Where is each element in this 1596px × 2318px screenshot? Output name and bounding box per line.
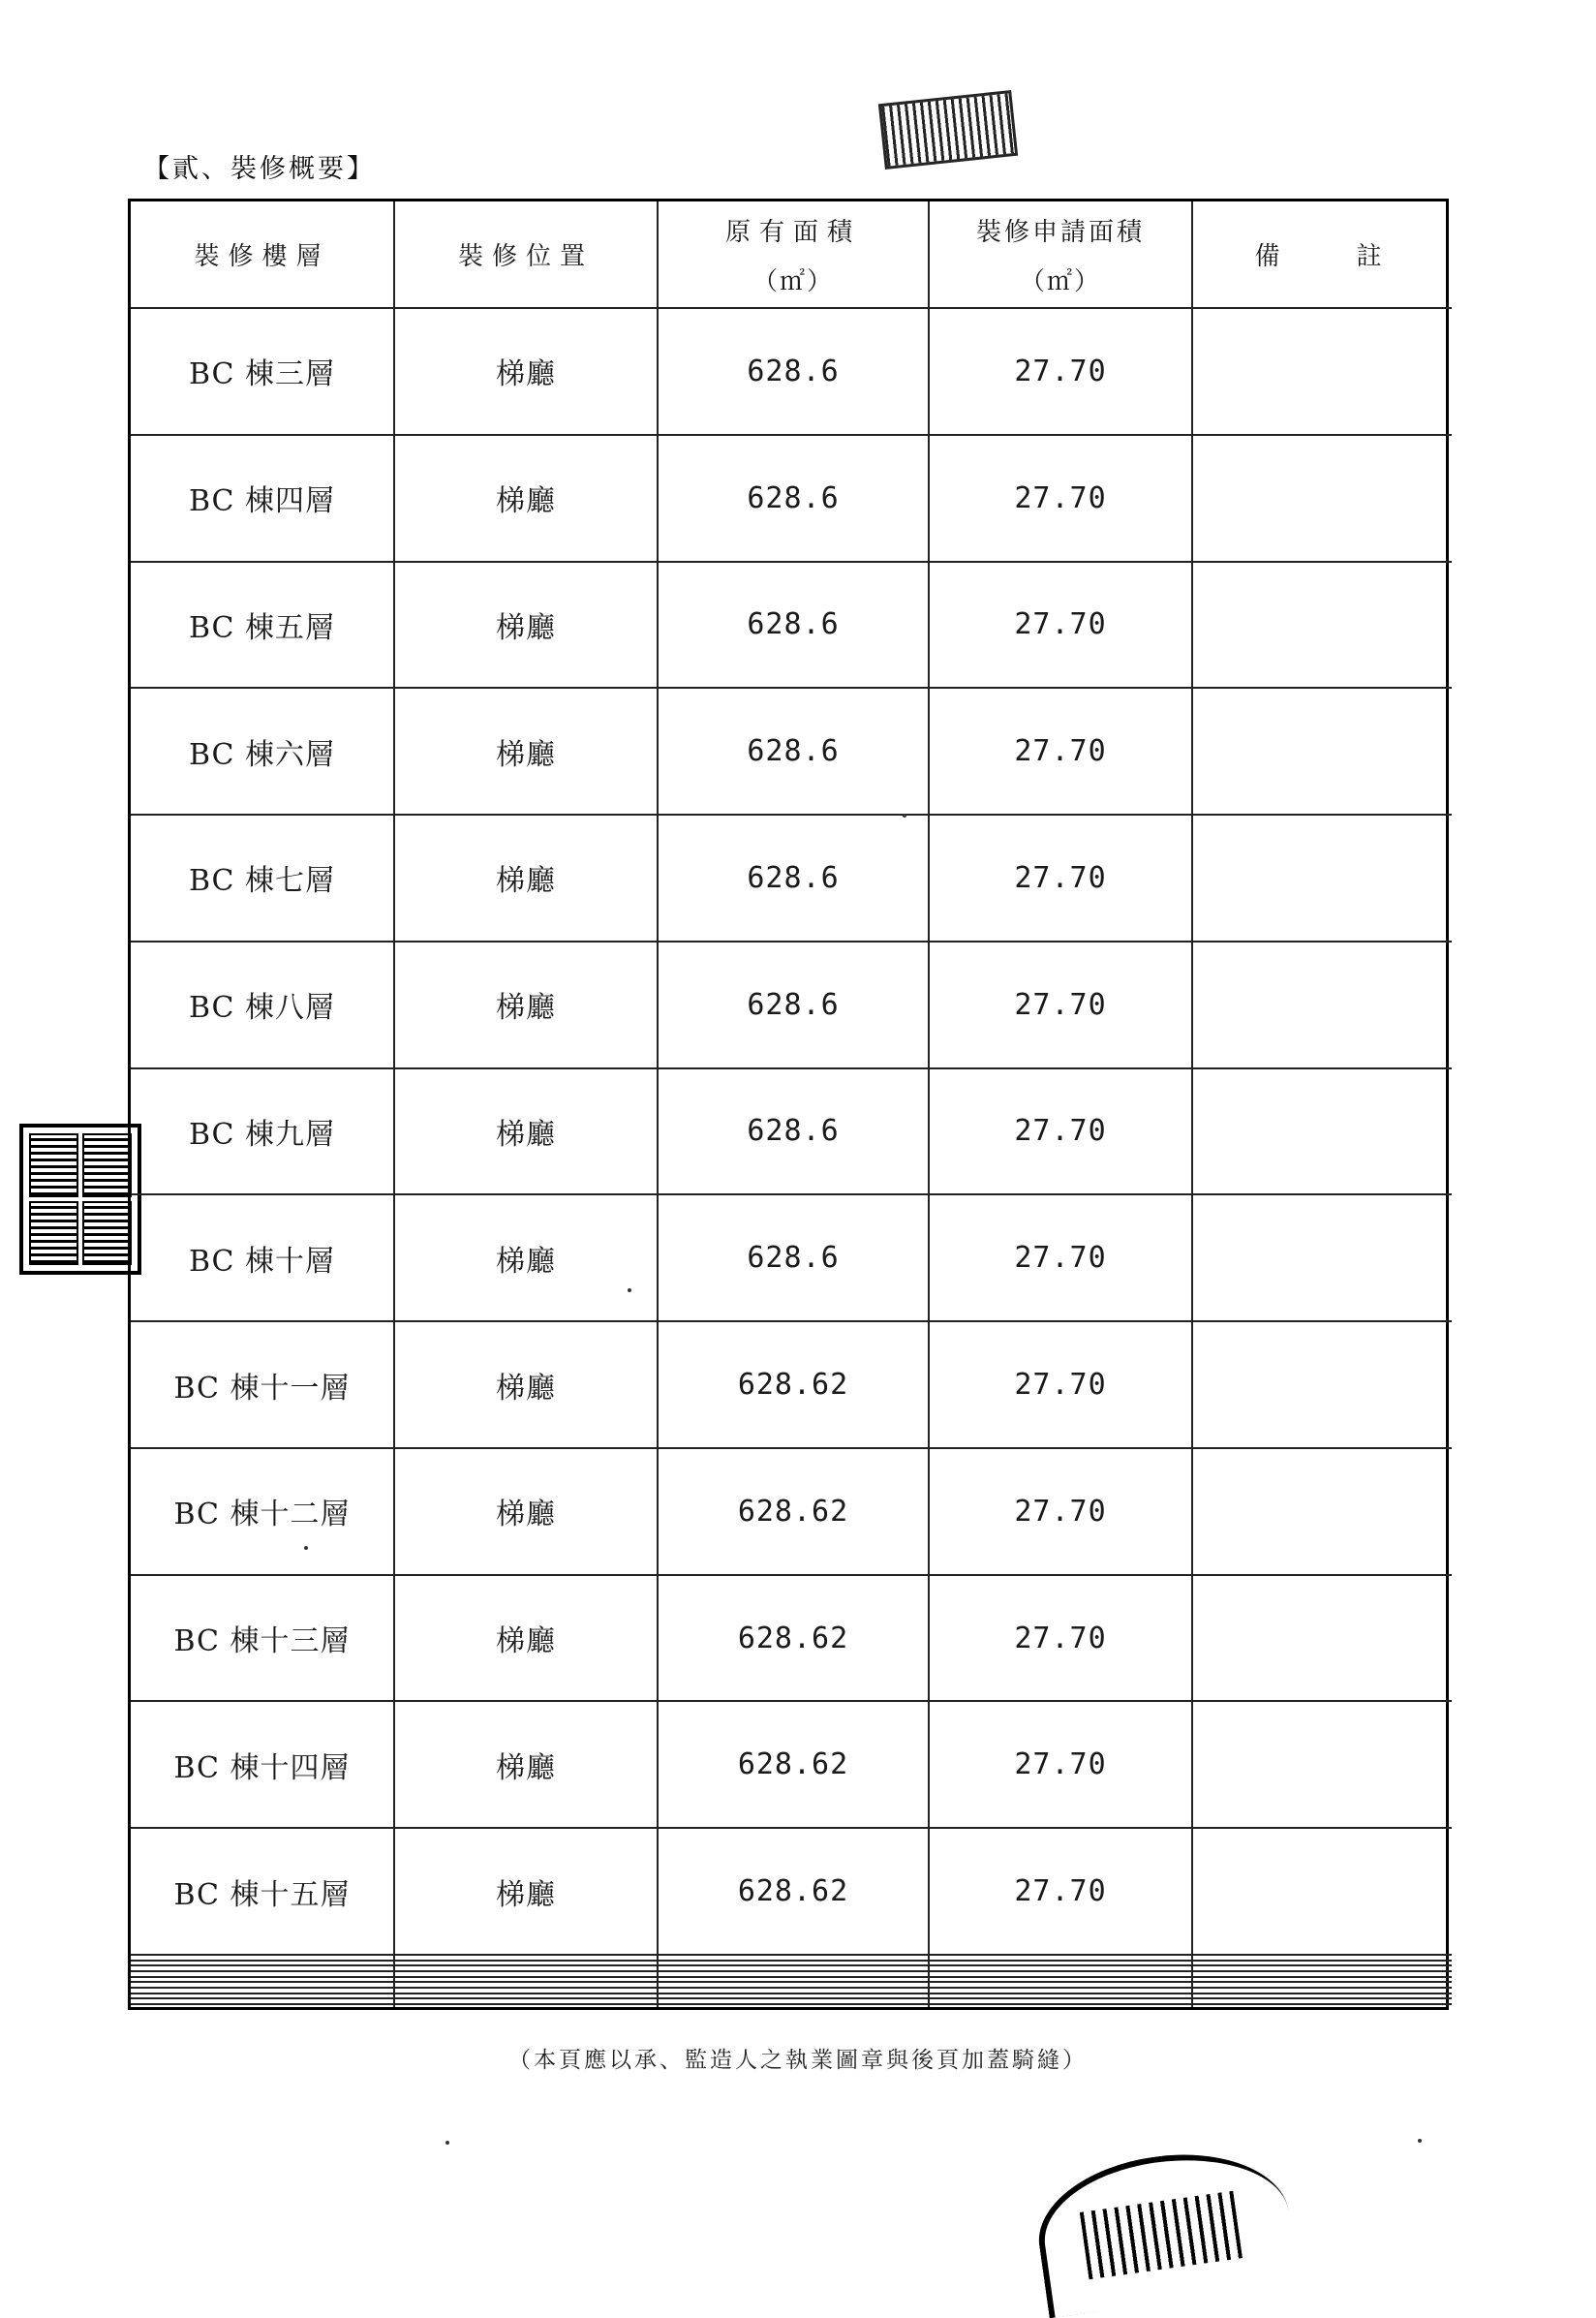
cell-applied-area: 27.70	[929, 1194, 1192, 1321]
cell-applied-area: 27.70	[929, 562, 1192, 689]
table-row	[131, 1448, 1452, 1575]
cell-remarks	[1192, 2004, 1452, 2007]
cell-applied-area: 27.70	[929, 1448, 1192, 1575]
cell-floor: BC 棟六層	[131, 688, 394, 815]
table-row	[131, 815, 1452, 942]
cell-remarks	[1192, 942, 1452, 1068]
table-row	[131, 435, 1452, 562]
header-applied-area-label: 裝修申請面積	[975, 217, 1145, 247]
cell-applied-area: 27.70	[929, 1321, 1192, 1448]
table-row	[131, 1828, 1452, 1955]
table-row	[131, 942, 1452, 1068]
table-header-row	[131, 201, 1452, 308]
cell-original-area: 628.6	[658, 942, 929, 1068]
cell-applied-area: 27.70	[929, 308, 1192, 435]
scan-speck	[1418, 2139, 1422, 2143]
header-original-area	[658, 201, 929, 308]
table-row	[131, 1321, 1452, 1448]
cell-location: 梯廳	[394, 1828, 658, 1955]
cell-applied-area: 27.70	[929, 435, 1192, 562]
cell-location: 梯廳	[394, 1194, 658, 1321]
cell-remarks	[1192, 1068, 1452, 1195]
cell-applied-area: 27.70	[929, 1828, 1192, 1955]
cell-floor: BC 棟十二層	[131, 1448, 394, 1575]
cell-applied-area: 27.70	[929, 815, 1192, 942]
cell-remarks	[1192, 815, 1452, 942]
header-original-area-label: 原有面積	[724, 217, 861, 247]
cell-applied-area: 27.70	[929, 688, 1192, 815]
cell-floor: BC 棟七層	[131, 815, 394, 942]
section-heading: 【貳、裝修概要】	[143, 154, 376, 184]
cell-original-area: 628.6	[658, 435, 929, 562]
cell-original-area: 628.6	[658, 688, 929, 815]
cell-location: 梯廳	[394, 562, 658, 689]
scan-speck	[445, 2141, 449, 2145]
header-original-area-unit: （㎡）	[752, 266, 834, 296]
cell-location: 梯廳	[394, 1575, 658, 1702]
table-row	[131, 2004, 1452, 2007]
cell-location: 梯廳	[394, 1068, 658, 1195]
cell-location: 梯廳	[394, 308, 658, 435]
table-row	[131, 1575, 1452, 1702]
cell-original-area: 628.6	[658, 308, 929, 435]
cell-remarks	[1192, 435, 1452, 562]
header-applied-area	[929, 201, 1192, 308]
cell-remarks	[1192, 1448, 1452, 1575]
cell-floor: BC 棟十四層	[131, 1701, 394, 1828]
cell-original-area: 628.62	[658, 1575, 929, 1702]
renovation-summary-table-frame	[128, 199, 1449, 2010]
header-remarks: 備 註	[1192, 201, 1452, 308]
architect-seal-stamp	[19, 1124, 141, 1275]
cell-floor: BC 棟九層	[131, 1068, 394, 1195]
scan-speck	[304, 1546, 308, 1550]
cell-location: 梯廳	[394, 688, 658, 815]
cell-floor: BC 棟十一層	[131, 1321, 394, 1448]
cell-location: 梯廳	[394, 815, 658, 942]
cell-floor: BC 棟三層	[131, 308, 394, 435]
scan-speck	[628, 1288, 631, 1292]
seal-glyph	[82, 1133, 132, 1197]
cell-floor: BC 棟五層	[131, 562, 394, 689]
renovation-summary-table	[131, 201, 1452, 2007]
cell-floor	[131, 2004, 394, 2007]
cell-remarks	[1192, 308, 1452, 435]
table-row	[131, 562, 1452, 689]
scan-speck	[903, 814, 906, 818]
cell-location	[394, 2004, 658, 2007]
cell-remarks	[1192, 1701, 1452, 1828]
cell-original-area: 628.6	[658, 1068, 929, 1195]
seal-glyph	[29, 1133, 78, 1197]
table-row	[131, 1194, 1452, 1321]
table-body	[131, 308, 1452, 2007]
cell-floor: BC 棟八層	[131, 942, 394, 1068]
cell-original-area: 628.62	[658, 1701, 929, 1828]
official-seal-stamp-bottom	[1029, 2140, 1299, 2318]
cell-location: 梯廳	[394, 942, 658, 1068]
cell-remarks	[1192, 562, 1452, 689]
seal-glyph	[82, 1201, 132, 1265]
cell-applied-area	[929, 2004, 1192, 2007]
cell-floor: BC 棟十三層	[131, 1575, 394, 1702]
cell-original-area: 628.6	[658, 1194, 929, 1321]
cell-original-area: 628.62	[658, 1828, 929, 1955]
cell-applied-area: 27.70	[929, 1575, 1192, 1702]
seal-glyph	[29, 1201, 78, 1265]
cell-remarks	[1192, 688, 1452, 815]
cell-location: 梯廳	[394, 1701, 658, 1828]
cell-floor: BC 棟十五層	[131, 1828, 394, 1955]
cell-applied-area: 27.70	[929, 942, 1192, 1068]
cell-location: 梯廳	[394, 1448, 658, 1575]
header-location: 裝修位置	[394, 201, 658, 308]
table-row	[131, 308, 1452, 435]
cell-floor: BC 棟四層	[131, 435, 394, 562]
header-floor: 裝修樓層	[131, 201, 394, 308]
cell-location: 梯廳	[394, 435, 658, 562]
cell-remarks	[1192, 1575, 1452, 1702]
cell-original-area: 628.62	[658, 1321, 929, 1448]
cell-applied-area: 27.70	[929, 1068, 1192, 1195]
table-row	[131, 1701, 1452, 1828]
table-row	[131, 1068, 1452, 1195]
cell-applied-area: 27.70	[929, 1701, 1192, 1828]
cell-remarks	[1192, 1321, 1452, 1448]
cell-location: 梯廳	[394, 1321, 658, 1448]
cell-original-area	[658, 2004, 929, 2007]
cell-remarks	[1192, 1194, 1452, 1321]
cell-remarks	[1192, 1828, 1452, 1955]
footer-note: （本頁應以承、監造人之執業圖章與後頁加蓋騎縫）	[508, 2048, 1088, 2073]
cell-floor: BC 棟十層	[131, 1194, 394, 1321]
cell-original-area: 628.62	[658, 1448, 929, 1575]
cell-original-area: 628.6	[658, 562, 929, 689]
table-row	[131, 688, 1452, 815]
cell-original-area: 628.6	[658, 815, 929, 942]
official-seal-stamp-top	[878, 90, 1018, 170]
header-applied-area-unit: （㎡）	[1019, 266, 1101, 296]
